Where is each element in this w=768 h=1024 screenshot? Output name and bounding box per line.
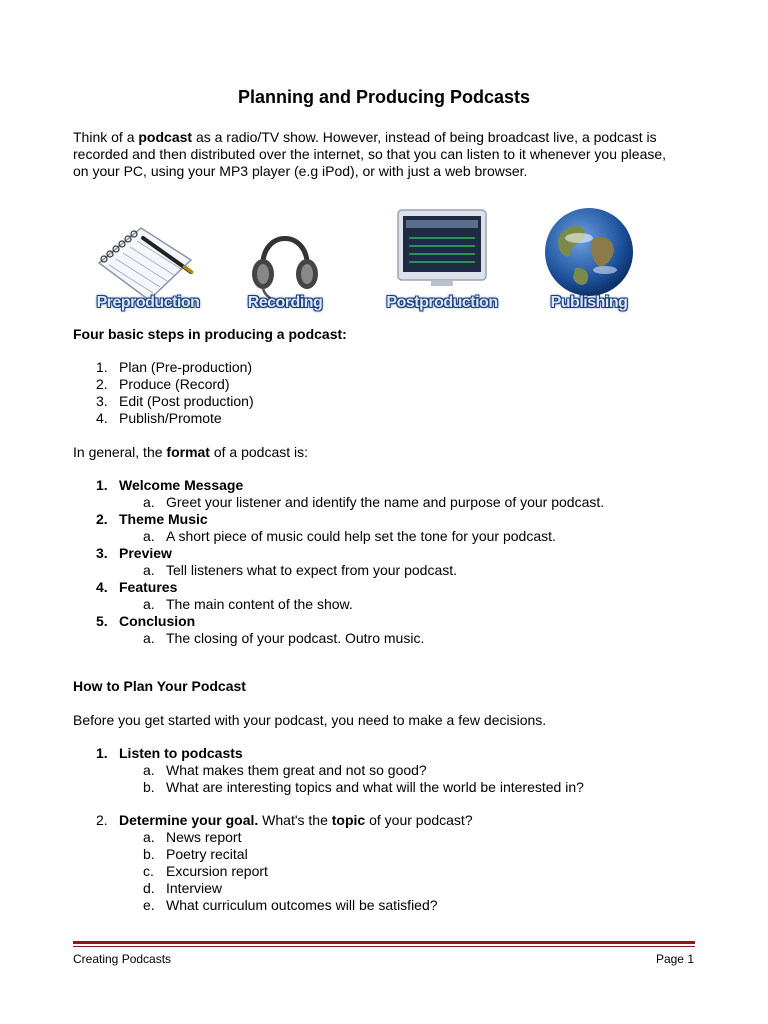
page-title: Planning and Producing Podcasts xyxy=(237,87,531,107)
step-label-publishing: Publishing xyxy=(550,294,628,311)
step-image-recording xyxy=(225,208,345,318)
intro-paragraph xyxy=(73,129,673,180)
sub-list-item: c. Excursion report xyxy=(143,863,268,879)
list-item: 2. Theme Music xyxy=(96,511,208,527)
footer-divider xyxy=(73,941,695,944)
footer-title: Creating Podcasts xyxy=(73,952,172,966)
plan-list-2 xyxy=(73,812,693,914)
list-item: 1. Plan (Pre-production) xyxy=(96,359,253,375)
intro-bold-term: podcast xyxy=(138,129,193,145)
step-image-postproduction xyxy=(371,208,513,318)
sub-list-item: a. Greet your listener and identify the name and purpose of your podcast. xyxy=(143,494,605,510)
step-image-preproduction xyxy=(79,208,217,318)
sub-list-item: a. What makes them great and not so good? xyxy=(143,762,427,778)
list-item: 3. Preview xyxy=(96,545,172,561)
sub-list-item: e. What curriculum outcomes will be satisfied? xyxy=(143,897,438,913)
list-item: 2. Produce (Record) xyxy=(96,376,230,392)
plan-heading: How to Plan Your Podcast xyxy=(73,678,246,694)
sub-list-item: a. The main content of the show. xyxy=(143,596,353,612)
sub-list-item: a. Tell listeners what to expect from your podcast. xyxy=(143,562,458,578)
step-image-publishing xyxy=(535,208,643,318)
format-intro: In general, the format of a podcast is: xyxy=(73,444,309,460)
step-label-preproduction: Preproduction xyxy=(96,294,200,311)
list-item: 2. Determine your goal. What's the topic of your podcast? xyxy=(96,812,473,828)
list-item: 1. Listen to podcasts xyxy=(96,745,243,761)
list-item: 5. Conclusion xyxy=(96,613,196,629)
plan-list-1 xyxy=(73,745,693,796)
sub-list-item: a. A short piece of music could help set the tone for your podcast. xyxy=(143,528,556,544)
list-item: 3. Edit (Post production) xyxy=(96,393,254,409)
step-label-recording: Recording xyxy=(247,294,323,311)
intro-text: as a radio/TV show. However, instead of being broadcast live, a podcast is recorded and then distributed over the internet, so that you can listen to it whenever you please, on your PC, using your MP3 player (e.g iPod), or with just a web browser. xyxy=(73,129,667,179)
step-label-postproduction: Postproduction xyxy=(386,294,498,311)
steps-list xyxy=(73,359,693,427)
sub-list-item: b. What are interesting topics and what will the world be interested in? xyxy=(143,779,584,795)
plan-intro: Before you get started with your podcast, you need to make a few decisions. xyxy=(73,712,547,728)
list-item: 4. Publish/Promote xyxy=(96,410,222,426)
intro-text: Think of a xyxy=(73,129,139,145)
page-number: Page 1 xyxy=(655,952,694,966)
list-item: 1. Welcome Message xyxy=(96,477,244,493)
sub-list-item: a. The closing of your podcast. Outro music. xyxy=(143,630,425,646)
sub-list-item: b. Poetry recital xyxy=(143,846,248,862)
sub-list-item: a. News report xyxy=(143,829,242,845)
list-item: 4. Features xyxy=(96,579,178,595)
footer-divider-thin xyxy=(73,946,695,947)
sub-list-item: d. Interview xyxy=(143,880,223,896)
format-list xyxy=(73,477,693,647)
steps-heading: Four basic steps in producing a podcast: xyxy=(73,326,347,342)
steps-banner xyxy=(73,208,673,318)
